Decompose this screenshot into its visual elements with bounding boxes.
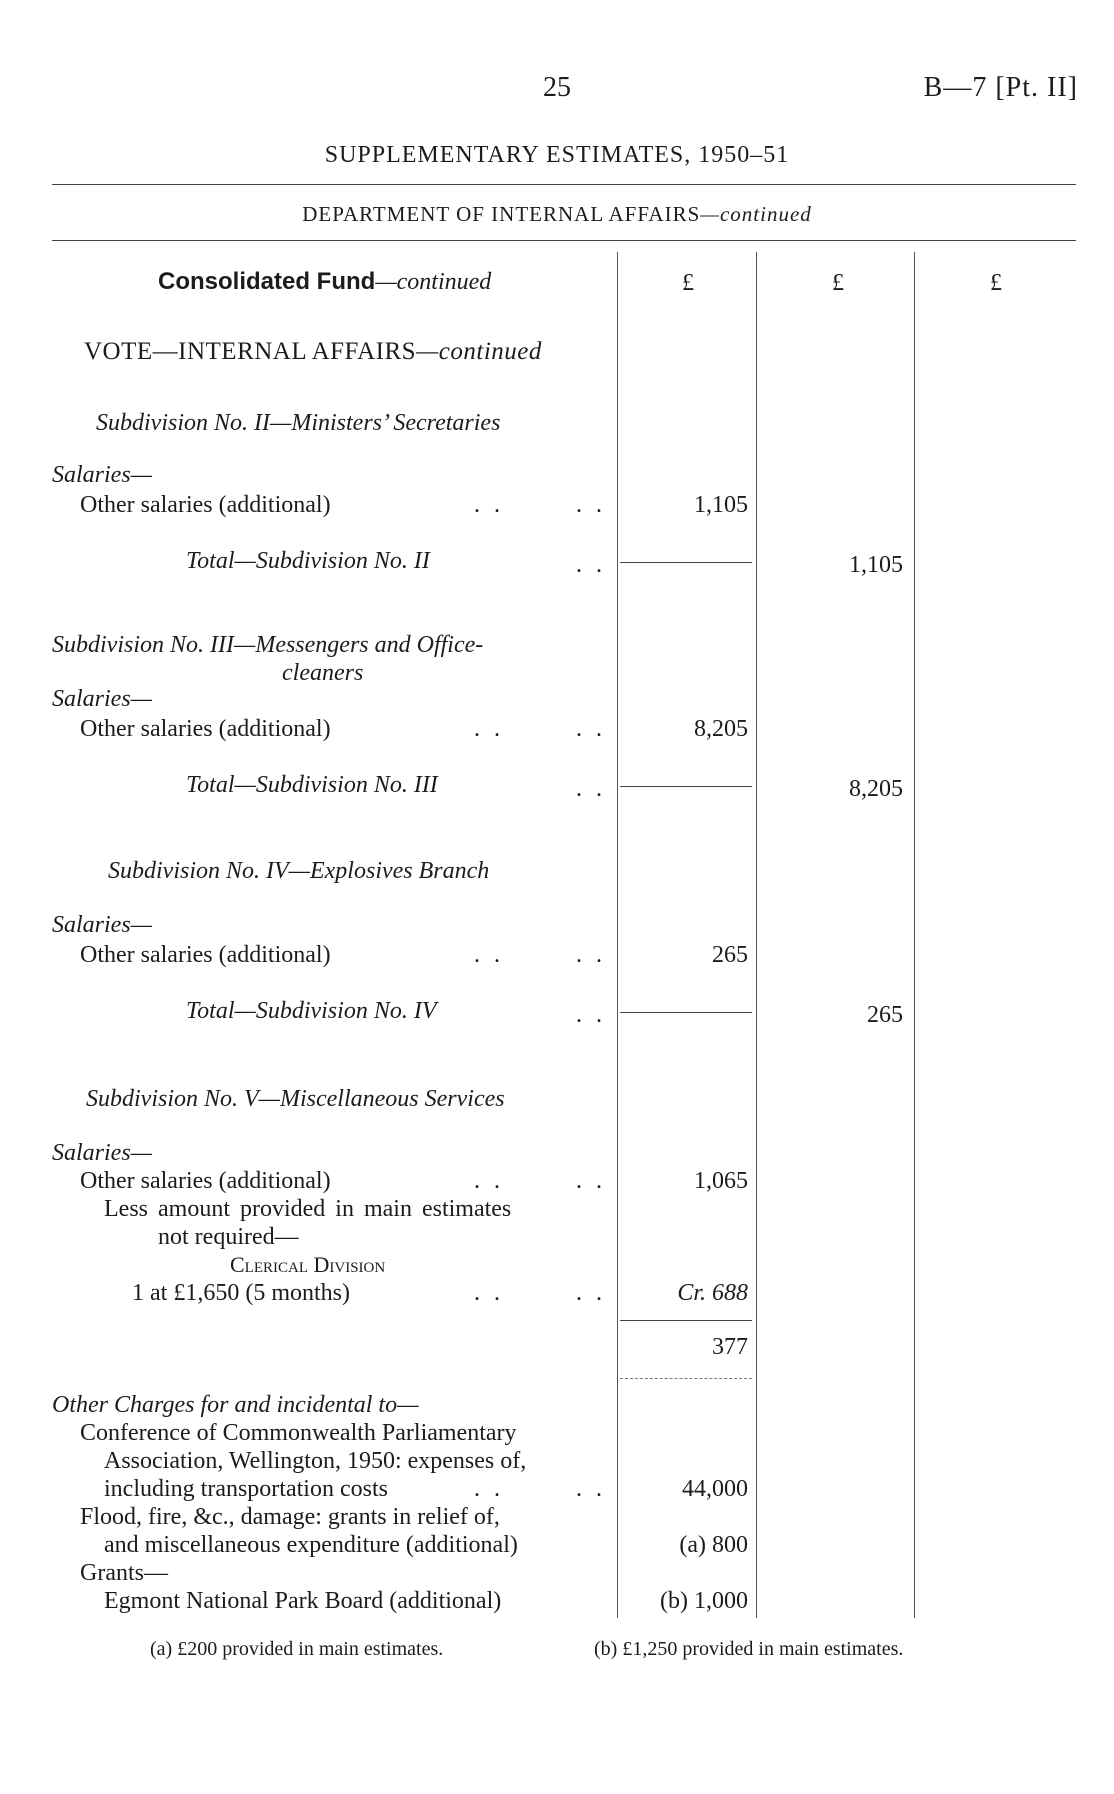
subdivision-2-amount: 1,105	[694, 492, 748, 518]
fund-continued: —continued	[375, 269, 492, 295]
department-continued: —continued	[700, 202, 812, 226]
subdivision-4-heading: Subdivision No. IV—Explosives Branch	[108, 858, 490, 884]
leader-dots: . .	[576, 552, 606, 578]
conference-line3: including transportation costs	[104, 1476, 388, 1502]
subdivision-5-line: Other salaries (additional)	[80, 1168, 331, 1194]
subdivision-3-total: 8,205	[849, 776, 903, 802]
net-rule-under	[620, 1378, 752, 1379]
leader-dots: . .	[474, 1168, 504, 1194]
subdivision-4-salaries-label: Salaries—	[52, 912, 153, 938]
column-rule-2	[756, 252, 757, 1618]
leader-dots: . .	[474, 492, 504, 518]
subtotal-rule	[620, 562, 752, 563]
leader-dots: . .	[474, 1476, 504, 1502]
currency-column-3: £	[990, 270, 1002, 296]
subdivision-2-total: 1,105	[849, 552, 903, 578]
fund-label: Consolidated Fund	[158, 268, 376, 295]
conference-amount: 44,000	[682, 1476, 748, 1502]
net-rule	[620, 1320, 752, 1321]
subdivision-2-salaries-label: Salaries—	[52, 462, 153, 488]
title-rule	[52, 184, 1076, 185]
conference-line2: Association, Wellington, 1950: expenses of,	[104, 1448, 527, 1474]
document-title: SUPPLEMENTARY ESTIMATES, 1950–51	[324, 142, 790, 168]
subdivision-5-salaries-label: Salaries—	[52, 1140, 153, 1166]
flood-line1: Flood, fire, &c., damage: grants in relief of,	[80, 1504, 500, 1530]
less-provided-line2: not required—	[158, 1224, 299, 1250]
leader-dots: . .	[474, 716, 504, 742]
subdivision-2-line: Other salaries (additional)	[80, 492, 331, 518]
flood-line2: and miscellaneous expenditure (additional)	[104, 1532, 518, 1558]
subdivision-3-heading-line1: Subdivision No. III—Messengers and Office-	[52, 632, 484, 658]
subdivision-4-amount: 265	[712, 942, 748, 968]
subtotal-rule	[620, 786, 752, 787]
vote-continued: —continued	[416, 338, 542, 365]
vote-label: VOTE—INTERNAL AFFAIRS	[84, 338, 417, 365]
subdivision-3-amount: 8,205	[694, 716, 748, 742]
egmont-amount: (b) 1,000	[660, 1588, 748, 1614]
leader-dots: . .	[474, 1280, 504, 1306]
subdivision-3-line: Other salaries (additional)	[80, 716, 331, 742]
column-rule-1	[617, 252, 618, 1618]
leader-dots: . .	[576, 1280, 606, 1306]
department-heading	[0, 202, 1114, 227]
footnote-a: (a) £200 provided in main estimates.	[150, 1638, 444, 1660]
subdivision-3-heading-line2: cleaners	[282, 660, 364, 686]
department-name: DEPARTMENT OF INTERNAL AFFAIRS	[302, 202, 701, 226]
subdivision-5-amount: 1,065	[694, 1168, 748, 1194]
other-charges-label: Other Charges for and incidental to—	[52, 1392, 419, 1418]
page-number: 25	[543, 72, 571, 103]
currency-column-1: £	[682, 270, 694, 296]
vote-heading	[84, 338, 542, 366]
leader-dots: . .	[576, 1002, 606, 1028]
clerical-division-label: Clerical Division	[230, 1252, 386, 1277]
leader-dots: . .	[576, 942, 606, 968]
currency-column-2: £	[832, 270, 844, 296]
subtotal-rule	[620, 1012, 752, 1013]
leader-dots: . .	[474, 942, 504, 968]
column-rule-3	[914, 252, 915, 1618]
department-rule	[52, 240, 1076, 241]
leader-dots: . .	[576, 1476, 606, 1502]
subdivision-2-heading: Subdivision No. II—Ministers’ Secretaries	[96, 410, 501, 436]
subdivision-4-total: 265	[867, 1002, 903, 1028]
egmont-line: Egmont National Park Board (additional)	[104, 1588, 502, 1614]
leader-dots: . .	[576, 776, 606, 802]
subdivision-3-salaries-label: Salaries—	[52, 686, 153, 712]
clerical-credit: Cr. 688	[677, 1280, 748, 1306]
clerical-line: 1 at £1,650 (5 months)	[132, 1280, 350, 1306]
less-provided-line1: Less amount provided in main estimates	[104, 1196, 512, 1222]
salaries-net: 377	[712, 1334, 748, 1360]
leader-dots: . .	[576, 1168, 606, 1194]
leader-dots: . .	[576, 492, 606, 518]
fund-heading	[158, 268, 491, 296]
subdivision-5-heading: Subdivision No. V—Miscellaneous Services	[86, 1086, 505, 1112]
subdivision-2-total-label: Total—Subdivision No. II	[186, 548, 430, 574]
subdivision-3-total-label: Total—Subdivision No. III	[186, 772, 438, 798]
leader-dots: . .	[576, 716, 606, 742]
conference-line1: Conference of Commonwealth Parliamentary	[80, 1420, 517, 1446]
subdivision-4-line: Other salaries (additional)	[80, 942, 331, 968]
document-reference: B—7 [Pt. II]	[923, 72, 1078, 103]
flood-amount: (a) 800	[679, 1532, 748, 1558]
footnote-b: (b) £1,250 provided in main estimates.	[594, 1638, 904, 1660]
subdivision-4-total-label: Total—Subdivision No. IV	[186, 998, 437, 1024]
grants-label: Grants—	[80, 1560, 168, 1586]
